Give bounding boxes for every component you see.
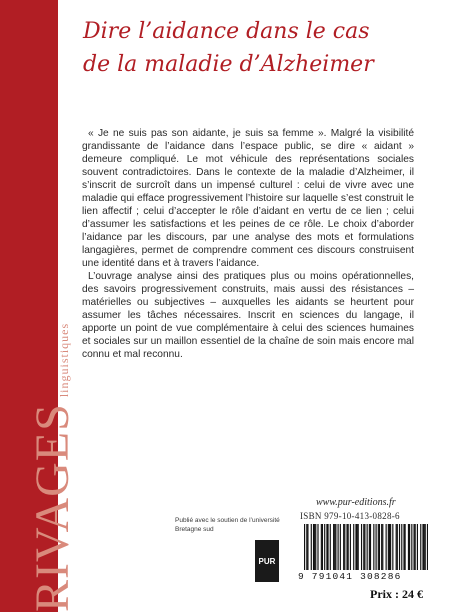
barcode-bar — [321, 524, 322, 570]
barcode-bar — [427, 524, 428, 570]
publisher-logo — [255, 540, 279, 582]
barcode-bar — [346, 524, 347, 570]
barcode-bar — [317, 524, 318, 570]
barcode-bar — [364, 524, 365, 570]
barcode-bar — [306, 524, 307, 570]
barcode-bar — [322, 524, 323, 570]
barcode-bar — [370, 524, 371, 570]
barcode-bar — [311, 524, 312, 570]
barcode-bar — [357, 524, 358, 570]
publisher-url: www.pur-editions.fr — [316, 497, 396, 508]
barcode-bar — [326, 524, 327, 570]
barcode-bar — [413, 524, 414, 570]
logo-text: PUR — [258, 556, 276, 566]
barcode-bar — [314, 524, 315, 570]
barcode-bar — [422, 524, 423, 570]
barcode-bar — [313, 524, 314, 570]
barcode-bar — [358, 524, 359, 570]
barcode-bar — [327, 524, 328, 570]
barcode-bar — [389, 524, 390, 570]
support-note: Publié avec le soutien de l’université Bretagne sud — [175, 517, 280, 533]
barcode-bar — [361, 524, 362, 570]
barcode-bar — [338, 524, 339, 570]
barcode-bar — [343, 524, 344, 570]
barcode-bar — [381, 524, 382, 570]
barcode-bar — [424, 524, 425, 570]
barcode-bar — [353, 524, 354, 570]
barcode-bar — [397, 524, 398, 570]
isbn-label: ISBN 979-10-413-0828-6 — [300, 511, 400, 521]
barcode-bar — [425, 524, 426, 570]
barcode-bar — [403, 524, 404, 570]
barcode-bar — [324, 524, 325, 570]
summary-paragraph-2: L’ouvrage analyse ainsi des pratiques plus ou moins opérationnelles, des savoirs progressivement construits, mais aussi des résistances – matérielles ou subjectives – auxquelles les aidants se heurtent pour assumer les tâches nécessaires. Inscrit en sciences du langage, il apporte un point de vue complémentaire à celui des sciences humaines et sociales sur un maillon essentiel de la chaîne de soin mais encore mal connu et mal reconnu. — [82, 271, 414, 360]
barcode-bar — [382, 524, 383, 570]
barcode-bar — [390, 524, 391, 570]
collection-subtitle: linguistiques — [57, 322, 71, 398]
barcode-bar — [376, 524, 377, 570]
barcode-bar — [330, 524, 331, 570]
collection-title — [26, 322, 79, 612]
barcode-bar — [420, 524, 421, 570]
barcode-bar — [409, 524, 410, 570]
barcode-bar — [386, 524, 387, 570]
barcode — [304, 524, 428, 570]
barcode-bar — [344, 524, 345, 570]
barcode-bar — [355, 524, 356, 570]
barcode-bar — [401, 524, 402, 570]
collection-name: RIVAGES — [26, 403, 79, 612]
barcode-bar — [392, 524, 393, 570]
barcode-bar — [405, 524, 406, 570]
barcode-digits: 9 791041 308286 — [298, 571, 402, 582]
barcode-bar — [369, 524, 370, 570]
back-cover-summary — [82, 127, 414, 361]
barcode-bar — [367, 524, 368, 570]
barcode-bar — [373, 524, 374, 570]
barcode-bar — [334, 524, 335, 570]
title-line-2: de la maladie d’Alzheimer — [83, 52, 374, 77]
barcode-bar — [340, 524, 341, 570]
barcode-bar — [315, 524, 316, 570]
barcode-bar — [363, 524, 364, 570]
barcode-bar — [304, 524, 305, 570]
barcode-bar — [378, 524, 379, 570]
barcode-bar — [388, 524, 389, 570]
barcode-bar — [411, 524, 412, 570]
spine-band — [0, 0, 79, 612]
barcode-bar — [408, 524, 409, 570]
title-line-1: Dire l’aidance dans le cas — [83, 19, 370, 44]
barcode-bar — [379, 524, 380, 570]
barcode-bar — [348, 524, 349, 570]
barcode-bar — [415, 524, 416, 570]
barcode-bar — [335, 524, 336, 570]
barcode-bar — [333, 524, 334, 570]
barcode-bar — [399, 524, 400, 570]
summary-paragraph-1: « Je ne suis pas son aidante, je suis sa femme ». Malgré la visibilité grandissante de l’aidance dans l’espace public, se dire « aidant » demeure compliqué. Le mot véhicule des représentations sociales souvent contradictoires. Dans le contexte de la maladie d’Alzheimer, il s’inscrit de surcroît dans un impensé culturel : celui de vivre avec une maladie qui efface progressivement l’histoire sur laquelle s’est construit le lien affectif ; celui d’accepter le rôle d’aidant en vertu de ce lien ; celui d’assumer les satisfactions et les peines de ce rôle. Le choix d’aborder l’aidance par les discours, par une analyse des mots et formulations langagières, permet de comprendre comment ces discours construisent une identité dans et à travers l’aidance. — [82, 128, 414, 269]
price-label: Prix : 24 € — [370, 587, 423, 601]
barcode-bar — [417, 524, 418, 570]
barcode-bar — [396, 524, 397, 570]
book-title — [83, 15, 433, 81]
barcode-bar — [350, 524, 351, 570]
barcode-bar — [307, 524, 308, 570]
